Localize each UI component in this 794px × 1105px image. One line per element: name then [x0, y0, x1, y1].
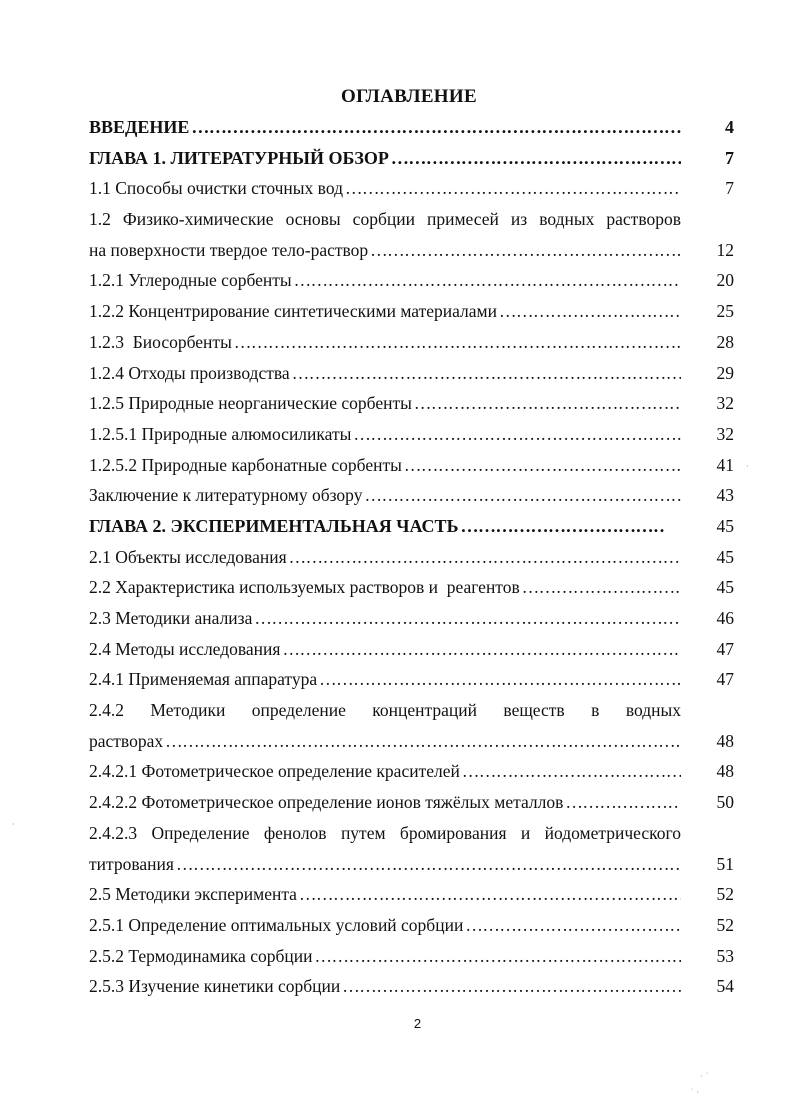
toc-entry-first-line[interactable] [89, 818, 734, 849]
toc-entry-first-line[interactable] [89, 204, 734, 235]
toc-entry-text: 2.4.2 Методики определение концентраций веществ в водных [89, 700, 681, 721]
toc-entry-text: 1.2.5 Природные неорганические сорбенты [89, 393, 412, 414]
toc-entry-text-continued: на поверхности твердое тело-раствор [89, 239, 369, 260]
toc-page-number: 52 [716, 884, 734, 905]
scan-speck: · ˙ [700, 1072, 710, 1081]
toc-entry[interactable] [89, 450, 734, 481]
toc-page-number: 29 [716, 362, 734, 383]
toc-entry-text: 2.5.2 Термодинамика сорбции [89, 945, 313, 966]
scan-speck: · [746, 462, 749, 471]
toc-entry[interactable] [89, 419, 734, 450]
toc-entry[interactable] [89, 327, 734, 358]
toc-entry-text: 1.2.1 Углеродные сорбенты [89, 270, 292, 291]
toc-page-number: 20 [716, 270, 734, 291]
toc-page-number: 45 [716, 515, 734, 536]
toc-entry-text: 2.1 Объекты исследования [89, 546, 287, 567]
toc-entry-continuation[interactable] [89, 235, 734, 266]
toc-entry-first-line[interactable] [89, 695, 734, 726]
toc-entry-text: 1.2.4 Отходы производства [89, 362, 290, 383]
toc-entry-text: 2.5.1 Определение оптимальных условий сорбции [89, 914, 464, 935]
toc-entry-text-continued: титрования [89, 853, 174, 874]
page-title: ОГЛАВЛЕНИЕ [341, 86, 477, 107]
toc-entry[interactable] [89, 542, 734, 573]
toc-entry[interactable] [89, 480, 734, 511]
toc-page-number: 25 [716, 301, 734, 322]
toc-entry-text: Заключение к литературному обзору [89, 485, 363, 506]
toc-entry[interactable] [89, 388, 734, 419]
toc-page-number: 41 [716, 454, 734, 475]
toc-entry-text: ГЛАВА 2. ЭКСПЕРИМЕНТАЛЬНАЯ ЧАСТЬ [89, 515, 459, 536]
toc-page-number: 7 [725, 147, 734, 168]
toc-entry-text: 2.5 Методики эксперимента [89, 884, 297, 905]
toc-page-number: 46 [716, 608, 734, 628]
toc-entry[interactable] [89, 634, 734, 665]
toc-page-number: 48 [716, 730, 734, 751]
toc-page-number: 48 [716, 761, 734, 782]
toc-entry-text: 2.4.2.2 Фотометрическое определение ионов тяжёлых металлов [89, 792, 564, 813]
toc-entry-text: 1.2.5.1 Природные алюмосиликаты [89, 423, 352, 444]
table-of-contents [89, 112, 734, 1002]
toc-entry-chapter-1[interactable] [89, 143, 734, 174]
toc-page-number: 45 [716, 546, 734, 567]
toc-entry-continuation[interactable] [89, 849, 734, 880]
toc-entry[interactable] [89, 265, 734, 296]
toc-entry-text: 2.4.2.3 Определение фенолов путем бромирования и йодометрического [89, 822, 681, 843]
toc-page-number: 43 [716, 485, 734, 506]
toc-entry[interactable] [89, 358, 734, 389]
toc-entry-text: 1.2 Физико-химические основы сорбции примесей из водных растворов [89, 209, 681, 230]
toc-page-number: 53 [716, 945, 734, 966]
toc-page-number: 50 [716, 792, 734, 813]
toc-entry-text-continued: растворах [89, 730, 164, 751]
toc-entry[interactable] [89, 664, 734, 695]
toc-entry-continuation[interactable] [89, 726, 734, 757]
toc-entry-text: 1.2.2 Концентрирование синтетическими материалами [89, 301, 497, 322]
toc-entry-introduction[interactable] [89, 112, 734, 143]
toc-entry[interactable] [89, 756, 734, 787]
toc-page-number: 28 [716, 331, 734, 352]
toc-page-number: 12 [716, 239, 734, 260]
scan-speck: · [12, 820, 15, 829]
toc-entry[interactable] [89, 296, 734, 327]
toc-entry-text: 1.1 Способы очистки сточных вод [89, 178, 343, 199]
toc-page-number: 32 [716, 423, 734, 444]
toc-entry-text: 2.4.1 Применяемая аппаратура [89, 669, 318, 690]
toc-entry-text: 2.3 Методики анализа [89, 608, 253, 628]
toc-page-number: 4 [725, 117, 734, 137]
toc-entry[interactable] [89, 910, 734, 941]
toc-entry[interactable] [89, 603, 734, 634]
toc-entry[interactable] [89, 787, 734, 818]
toc-entry[interactable] [89, 971, 734, 1002]
toc-page-number: 45 [716, 577, 734, 598]
toc-page-number: 7 [725, 178, 734, 199]
toc-entry-chapter-2[interactable] [89, 511, 734, 542]
toc-entry-text: 2.4 Методы исследования [89, 638, 281, 659]
toc-entry-text: ВВЕДЕНИЕ [89, 117, 190, 137]
toc-entry[interactable] [89, 941, 734, 972]
toc-entry-text: 2.2 Характеристика используемых растворов и реагентов [89, 577, 520, 598]
toc-entry-text: 1.2.3 Биосорбенты [89, 331, 232, 352]
scan-speck: ˙ · [690, 1088, 700, 1097]
toc-entry-text: ГЛАВА 1. ЛИТЕРАТУРНЫЙ ОБЗОР [89, 147, 389, 168]
toc-page-number: 52 [716, 914, 734, 935]
page-number: 2 [413, 1016, 422, 1031]
toc-page-number: 51 [716, 853, 734, 874]
toc-page-number: 47 [716, 638, 734, 659]
toc-entry-text: 2.4.2.1 Фотометрическое определение красителей [89, 761, 460, 782]
toc-entry[interactable] [89, 879, 734, 910]
toc-entry[interactable] [89, 173, 734, 204]
toc-entry[interactable] [89, 572, 734, 603]
toc-page-number: 32 [716, 393, 734, 414]
toc-page-number: 54 [716, 976, 734, 997]
toc-entry-text: 2.5.3 Изучение кинетики сорбции [89, 976, 341, 997]
toc-page-number: 47 [716, 669, 734, 690]
toc-entry-text: 1.2.5.2 Природные карбонатные сорбенты [89, 454, 402, 475]
